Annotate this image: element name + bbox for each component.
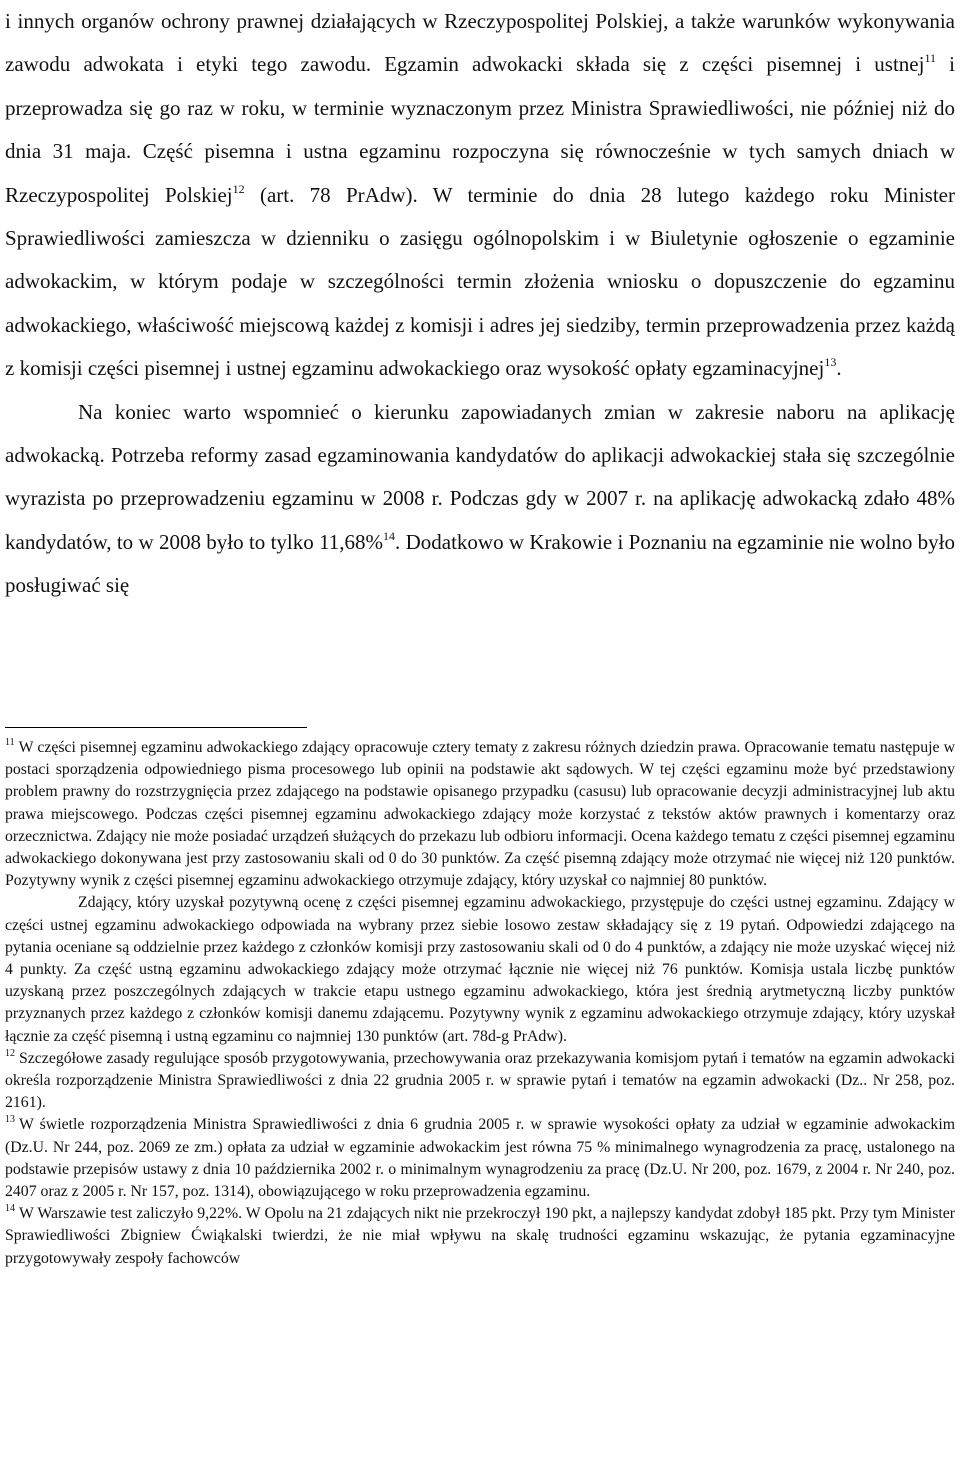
main-text	[5, 0, 955, 608]
paragraph-1-part-a: i innych organów ochrony prawnej działających w Rzeczypospolitej Polskiej, a także warunków wykonywania zawodu adwokata i etyki tego zawodu. Egzamin adwokacki składa się z części pisemnej i ustnej	[5, 9, 955, 77]
paragraph-2-part-b: . Dodatkowo w Krakowie i Poznaniu na egzaminie nie wolno było posługiwać się	[5, 529, 955, 598]
footnote-13	[5, 1114, 955, 1203]
paragraph-1	[5, 0, 955, 391]
paragraph-1-part-d: .	[836, 356, 842, 381]
footnote-11-text: W części pisemnej egzaminu adwokackiego zdający opracowuje cztery tematy z zakresu różnych dziedzin prawa. Opracowanie tematu następuje w postaci sporządzenia odpowiedniego pisma procesowego lub opinii na podstawie akt sądowych. W tej części egzaminu może być przedstawiony problem prawny do rozstrzygnięcia przez zdającego na podstawie opisanego przypadku (casusu) lub opracowanie decyzji administracyjnej lub aktu prawa miejscowego. Podczas części pisemnej egzaminu adwokackiego zdający może korzystać z tekstów aktów prawnych i komentarzy oraz orzecznictwa. Zdający nie może posiadać urządzeń służących do przekazu lub odbioru informacji. Ocena każdego tematu z części pisemnej egzaminu adwokackiego dokonywana jest przy zastosowaniu skali od 0 do 30 punktów. Za część pisemną zdający może otrzymać nie więcej niż 120 punktów. Pozytywny wynik z części pisemnej egzaminu adwokackiego otrzymuje zdający, który uzyskał co najmniej 80 punktów.	[5, 739, 955, 890]
footnote-12-mark: 12	[5, 1047, 15, 1059]
footnote-11-mark: 11	[5, 737, 15, 748]
paragraph-2-part-a: Na koniec warto wspomnieć o kierunku zapowiadanych zmian w zakresie naboru na aplikację adwokacką. Potrzeba reformy zasad egzaminowania kandydatów do aplikacji adwokackiej stała się szczególnie wyrazista po przeprowadzeniu egzaminu w 2008 r. Podczas gdy w 2007 r. na aplikację adwokacką zdało 48% kandydatów, to w 2008 było to tylko 11,68%	[5, 399, 955, 554]
paragraph-1-part-b: i przeprowadza się go raz w roku, w terminie wyznaczonym przez Ministra Sprawiedliwości, nie później niż do dnia 31 maja. Część pisemna i ustna egzaminu rozpoczyna się równocześnie w tych samych dniach w Rzeczypospolitej Polskiej	[5, 52, 955, 207]
footnote-12-text: Szczegółowe zasady regulujące sposób przygotowywania, przechowywania oraz przekazywania komisjom pytań i tematów na egzamin adwokacki określa rozporządzenie Ministra Sprawiedliwości z dnia 22 grudnia 2005 r. w sprawie pytań i tematów na egzamin adwokacki (Dz.. Nr 258, poz. 2161).	[5, 1049, 955, 1112]
footnote-separator	[5, 727, 307, 728]
footnote-ref-13[interactable]: 13	[824, 355, 837, 370]
footnote-11	[5, 737, 955, 892]
footnote-ref-14[interactable]: 14	[383, 528, 396, 543]
footnote-14	[5, 1203, 955, 1270]
document-page	[5, 0, 955, 608]
footnote-ref-11[interactable]: 11	[924, 51, 936, 66]
footnote-13-text: W świetle rozporządzenia Ministra Sprawiedliwości z dnia 6 grudnia 2005 r. w sprawie wysokości opłaty za udział w egzaminie adwokackim (Dz.U. Nr 244, poz. 2069 ze zm.) opłata za udział w egzaminie adwokackim jest równa 75 % minimalnego wynagrodzenia za pracę, ustalonego na podstawie przepisów ustawy z dnia 10 października 2002 r. o minimalnym wynagrodzeniu za pracę (Dz.U. Nr 200, poz. 1679, z 2004 r. Nr 240, poz. 2407 oraz z 2005 r. Nr 157, poz. 1314), obowiązującego w roku przeprowadzenia egzaminu.	[5, 1116, 955, 1201]
paragraph-2	[5, 391, 955, 608]
footnote-13-mark: 13	[5, 1114, 15, 1126]
footnote-14-text: W Warszawie test zaliczyło 9,22%. W Opolu na 21 zdających nikt nie przekroczył 190 pkt, a najlepszy kandydat zdobył 185 pkt. Przy tym Minister Sprawiedliwości Zbigniew Ćwiąkalski twierdzi, że nie miał wpływu na skalę trudności egzaminu wskazując, że pytania egzaminacyjne przygotowywały zespoły fachowców	[5, 1205, 955, 1267]
paragraph-1-part-c: (art. 78 PrAdw). W terminie do dnia 28 lutego każdego roku Minister Sprawiedliwości zamieszcza w dzienniku o zasięgu ogólnopolskim i w Biuletynie ogłoszenie o egzaminie adwokackim, w którym podaje w szczególności termin złożenia wniosku o dopuszczenie do egzaminu adwokackiego, właściwość miejscową każdej z komisji i adres jej siedziby, termin przeprowadzenia przez każdą z komisji części pisemnej i ustnej egzaminu adwokackiego oraz wysokość opłaty egzaminacyjnej	[5, 182, 955, 381]
footnote-11-continued	[5, 892, 955, 1047]
footnote-ref-12[interactable]: 12	[232, 181, 245, 196]
footnote-11-text-2: Zdający, który uzyskał pozytywną ocenę z części pisemnej egzaminu adwokackiego, przystępuje do części ustnej egzaminu. Zdający w części ustnej egzaminu adwokackiego odpowiada na wybrany przez siebie losowo zestaw składający się z 19 pytań. Odpowiedzi zdającego na pytania oceniane są oddzielnie przez każdego z członków komisji przy zastosowaniu skali od 0 do 4 punktów, a zdający nie może uzyskać więcej niż 4 punkty. Za część ustną egzaminu adwokackiego zdający może otrzymać łącznie nie więcej niż 76 punktów. Komisja ustala liczbę punktów uzyskaną przez poszczególnych zdających w trakcie etapu ustnego egzaminu adwokackiego, która jest średnią arytmetyczną liczby punktów przyznanych przez każdego z członków komisji danemu zdającemu. Pozytywny wynik z egzaminu adwokackiego otrzymuje zdający, który uzyskał łącznie za część pisemną i ustną egzaminu co najmniej 130 punktów (art. 78d-g PrAdw).	[5, 894, 955, 1045]
footnotes-section	[5, 737, 955, 1270]
footnote-12	[5, 1048, 955, 1115]
footnote-14-mark: 14	[5, 1203, 15, 1215]
